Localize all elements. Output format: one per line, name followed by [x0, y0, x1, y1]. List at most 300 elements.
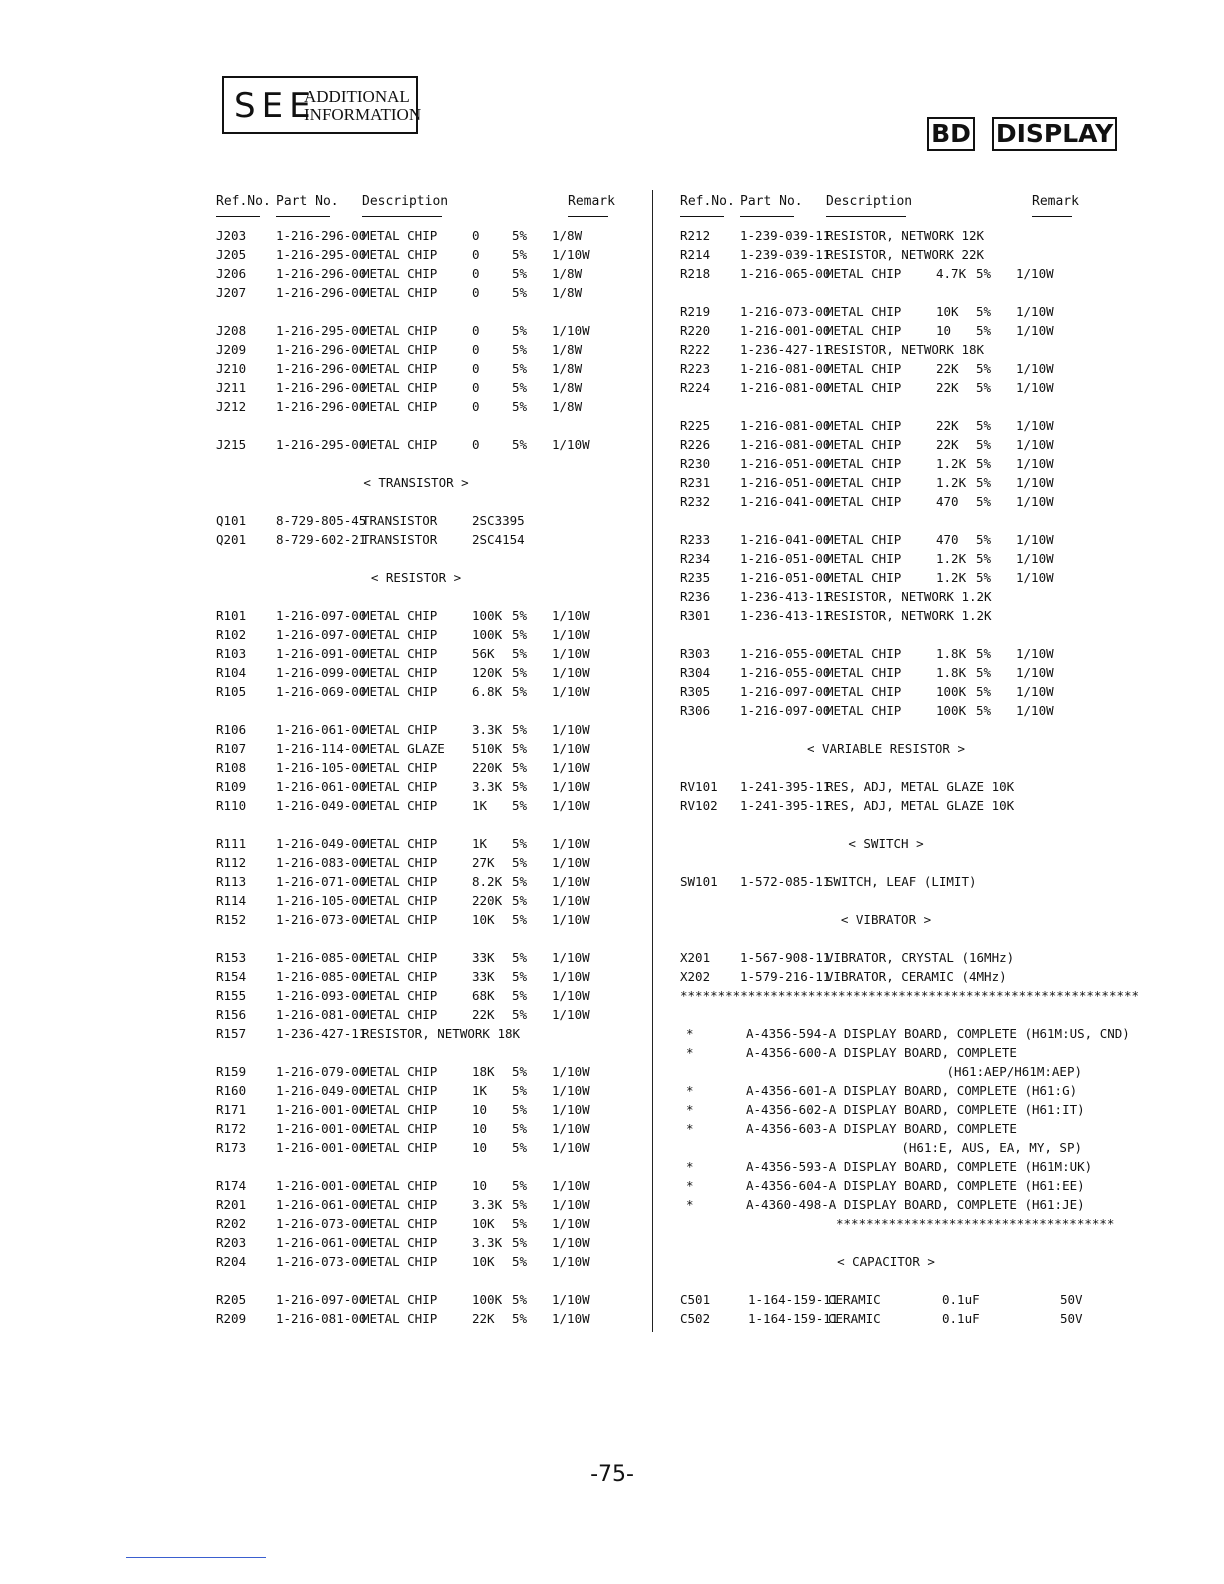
cell-value: 56K — [472, 646, 495, 661]
cell-ref-no: R234 — [680, 551, 711, 566]
cell-tolerance: 5% — [976, 570, 992, 585]
header-description: Description — [826, 194, 913, 209]
cell-ref-no: R224 — [680, 380, 711, 395]
cell-ref-no: R236 — [680, 589, 711, 604]
table-row — [216, 245, 616, 264]
cell-tolerance: 5% — [976, 665, 992, 680]
cell-ref-no: R157 — [216, 1026, 247, 1041]
table-row — [216, 1290, 616, 1309]
cell-part-no: 1-164-159-11 — [748, 1311, 839, 1326]
cell-part-no: 1-216-105-00 — [276, 760, 367, 775]
cell-description: METAL CHIP — [362, 1121, 438, 1136]
cell-ref-no: R220 — [680, 323, 711, 338]
cell-part-no: 1-216-079-00 — [276, 1064, 367, 1079]
cell-value: 3.3K — [472, 779, 503, 794]
cell-part-no: 1-216-051-00 — [740, 570, 831, 585]
board-variant-text: A-4356-604-A DISPLAY BOARD, COMPLETE (H61:EE) — [746, 1178, 1085, 1193]
cell-part-no: 1-216-097-00 — [276, 608, 367, 623]
page-number: -75- — [590, 1462, 634, 1487]
cell-description: METAL CHIP — [826, 494, 902, 509]
table-row — [680, 1309, 1092, 1328]
table-row — [680, 416, 1092, 435]
table-row — [216, 606, 616, 625]
cell-value: 10 — [472, 1121, 488, 1136]
cell-value: 100K — [936, 703, 967, 718]
cell-description: TRANSISTOR — [362, 513, 438, 528]
cell-ref-no: R156 — [216, 1007, 247, 1022]
cell-value: 1.8K — [936, 646, 967, 661]
cell-value: 2SC4154 — [472, 532, 525, 547]
table-row — [216, 397, 616, 416]
table-row — [216, 1176, 616, 1195]
table-row — [216, 720, 616, 739]
cell-part-no: 1-216-081-00 — [740, 437, 831, 452]
cell-value: 0 — [472, 266, 480, 281]
cell-value: 0.1uF — [942, 1292, 980, 1307]
cell-tolerance: 5% — [512, 1083, 528, 1098]
cell-part-no: 1-216-049-00 — [276, 798, 367, 813]
cell-value: 68K — [472, 988, 495, 1003]
cell-remark: 1/8W — [552, 285, 583, 300]
board-variant-continuation — [680, 1138, 1092, 1157]
cell-part-no: 1-216-001-00 — [276, 1102, 367, 1117]
table-row — [216, 758, 616, 777]
row-gap — [216, 1271, 616, 1290]
cell-value: 33K — [472, 950, 495, 965]
table-row — [216, 739, 616, 758]
cell-value: 18K — [472, 1064, 495, 1079]
cell-description: METAL CHIP — [362, 684, 438, 699]
board-variant-text: A-4356-593-A DISPLAY BOARD, COMPLETE (H61M:UK) — [746, 1159, 1093, 1174]
cell-value: 510K — [472, 741, 503, 756]
cell-part-no: 1-216-049-00 — [276, 836, 367, 851]
table-row — [216, 1005, 616, 1024]
cell-description: METAL CHIP — [362, 836, 438, 851]
cell-tolerance: 5% — [512, 1140, 528, 1155]
cell-part-no: 1-216-097-00 — [740, 684, 831, 699]
cell-ref-no: J210 — [216, 361, 247, 376]
cell-part-no: 1-216-001-00 — [276, 1178, 367, 1193]
cell-part-no: 1-241-395-11 — [740, 779, 831, 794]
board-variant-row — [680, 1176, 1092, 1195]
cell-ref-no: J209 — [216, 342, 247, 357]
cell-tolerance: 5% — [512, 684, 528, 699]
cell-ref-no: J215 — [216, 437, 247, 452]
cell-part-no: 1-216-081-00 — [276, 1007, 367, 1022]
table-row — [216, 644, 616, 663]
cell-remark: 1/10W — [552, 627, 590, 642]
board-variant-row — [680, 1081, 1092, 1100]
cell-ref-no: R107 — [216, 741, 247, 756]
cell-tolerance: 5% — [512, 1064, 528, 1079]
cell-remark: 1/10W — [552, 855, 590, 870]
cell-part-no: 1-216-051-00 — [740, 475, 831, 490]
table-row — [680, 378, 1092, 397]
cell-remark: 1/8W — [552, 361, 583, 376]
cell-remark: 1/10W — [1016, 266, 1054, 281]
cell-part-no: 1-216-296-00 — [276, 342, 367, 357]
cell-value: 22K — [936, 361, 959, 376]
table-row — [680, 606, 1092, 625]
cell-ref-no: R305 — [680, 684, 711, 699]
table-row — [216, 986, 616, 1005]
cell-description: METAL CHIP — [826, 361, 902, 376]
cell-part-no: 1-216-295-00 — [276, 437, 367, 452]
cell-tolerance: 5% — [976, 646, 992, 661]
cell-value: 470 — [936, 494, 959, 509]
cell-tolerance: 5% — [512, 1007, 528, 1022]
board-variant-row — [680, 1043, 1092, 1062]
table-row — [680, 796, 1092, 815]
board-variant-row — [680, 1157, 1092, 1176]
cell-ref-no: J212 — [216, 399, 247, 414]
cell-ref-no: J206 — [216, 266, 247, 281]
cell-remark: 1/10W — [552, 893, 590, 908]
cell-part-no: 1-236-427-11 — [740, 342, 831, 357]
cell-tolerance: 5% — [512, 608, 528, 623]
cell-ref-no: R205 — [216, 1292, 247, 1307]
cell-remark: 1/10W — [1016, 304, 1054, 319]
cell-remark: 1/10W — [552, 1178, 590, 1193]
cell-description: METAL CHIP — [826, 380, 902, 395]
cell-description: METAL CHIP — [362, 380, 438, 395]
cell-remark: 1/10W — [552, 1007, 590, 1022]
row-gap — [680, 625, 1092, 644]
cell-description: METAL CHIP — [362, 1064, 438, 1079]
column-header — [216, 192, 616, 226]
cell-tolerance: 5% — [976, 532, 992, 547]
cell-remark: 1/10W — [552, 1254, 590, 1269]
board-variant-row — [680, 1024, 1130, 1043]
cell-tolerance: 5% — [512, 665, 528, 680]
cell-tolerance: 5% — [512, 361, 528, 376]
cell-remark: 1/10W — [552, 969, 590, 984]
row-gap — [216, 492, 616, 511]
cell-part-no: 1-236-427-11 — [276, 1026, 367, 1041]
cell-tolerance: 5% — [976, 703, 992, 718]
cell-part-no: 1-216-091-00 — [276, 646, 367, 661]
cell-description: METAL CHIP — [362, 608, 438, 623]
table-row — [216, 1195, 616, 1214]
cell-value: 6.8K — [472, 684, 503, 699]
table-row — [216, 1309, 616, 1328]
cell-part-no: 1-216-061-00 — [276, 1197, 367, 1212]
cell-ref-no: X202 — [680, 969, 711, 984]
cell-description: METAL CHIP — [362, 760, 438, 775]
footer-rule — [126, 1557, 266, 1558]
row-gap — [680, 283, 1092, 302]
cell-remark: 1/10W — [552, 437, 590, 452]
table-row — [680, 568, 1092, 587]
row-gap — [216, 1043, 616, 1062]
cell-description: TRANSISTOR — [362, 532, 438, 547]
cell-tolerance: 5% — [512, 855, 528, 870]
asterisk-mark: * — [686, 1026, 694, 1041]
cell-value: 3.3K — [472, 1235, 503, 1250]
cell-remark: 1/10W — [552, 779, 590, 794]
cell-ref-no: R214 — [680, 247, 711, 262]
row-gap — [216, 587, 616, 606]
cell-ref-no: J207 — [216, 285, 247, 300]
cell-value: 1.2K — [936, 456, 967, 471]
cell-remark: 1/10W — [552, 608, 590, 623]
cell-part-no: 1-216-295-00 — [276, 323, 367, 338]
cell-part-no: 1-216-296-00 — [276, 266, 367, 281]
cell-remark: 1/10W — [552, 665, 590, 680]
cell-remark: 1/10W — [552, 646, 590, 661]
cell-part-no: 1-236-413-11 — [740, 608, 831, 623]
table-row — [216, 682, 616, 701]
cell-description: METAL CHIP — [826, 684, 902, 699]
cell-ref-no: R160 — [216, 1083, 247, 1098]
cell-description: CERAMIC — [828, 1311, 881, 1326]
asterisk-mark: * — [686, 1197, 694, 1212]
cell-ref-no: X201 — [680, 950, 711, 965]
asterisk-mark: * — [686, 1083, 694, 1098]
table-row — [216, 435, 616, 454]
cell-ref-no: Q201 — [216, 532, 247, 547]
cell-part-no: 1-216-296-00 — [276, 285, 367, 300]
cell-tolerance: 5% — [976, 323, 992, 338]
cell-tolerance: 5% — [512, 1311, 528, 1326]
cell-ref-no: R201 — [216, 1197, 247, 1212]
cell-remark: 50V — [1060, 1311, 1083, 1326]
board-variant-text: A-4360-498-A DISPLAY BOARD, COMPLETE (H61:JE) — [746, 1197, 1085, 1212]
row-gap — [216, 416, 616, 435]
cell-part-no: 1-216-093-00 — [276, 988, 367, 1003]
cell-remark: 1/10W — [1016, 494, 1054, 509]
cell-value: 22K — [472, 1311, 495, 1326]
cell-remark: 1/10W — [1016, 570, 1054, 585]
cell-part-no: 1-216-296-00 — [276, 399, 367, 414]
cell-description: METAL CHIP — [362, 342, 438, 357]
cell-description: METAL CHIP — [362, 1292, 438, 1307]
table-row — [680, 492, 1092, 511]
row-gap — [680, 720, 1092, 739]
cell-part-no: 1-216-049-00 — [276, 1083, 367, 1098]
cell-description: METAL CHIP — [362, 1140, 438, 1155]
cell-value: 10 — [472, 1140, 488, 1155]
cell-ref-no: R109 — [216, 779, 247, 794]
cell-remark: 1/10W — [552, 1235, 590, 1250]
table-row — [680, 587, 1092, 606]
cell-part-no: 1-239-039-11 — [740, 228, 831, 243]
cell-value: 1.2K — [936, 551, 967, 566]
cell-ref-no: R203 — [216, 1235, 247, 1250]
cell-ref-no: R113 — [216, 874, 247, 889]
cell-description: SWITCH, LEAF (LIMIT) — [826, 874, 977, 889]
section-heading: < CAPACITOR > — [837, 1254, 935, 1269]
cell-ref-no: R106 — [216, 722, 247, 737]
cell-value: 1K — [472, 798, 488, 813]
cell-part-no: 1-216-085-00 — [276, 969, 367, 984]
cell-part-no: 1-216-114-00 — [276, 741, 367, 756]
cell-tolerance: 5% — [512, 285, 528, 300]
cell-remark: 1/10W — [1016, 475, 1054, 490]
cell-value: 10K — [472, 1254, 495, 1269]
cell-ref-no: C502 — [680, 1311, 711, 1326]
cell-ref-no: R110 — [216, 798, 247, 813]
cell-description: METAL CHIP — [362, 1007, 438, 1022]
cell-description: METAL CHIP — [826, 475, 902, 490]
cell-description: METAL CHIP — [826, 551, 902, 566]
table-row — [216, 1252, 616, 1271]
cell-ref-no: R223 — [680, 361, 711, 376]
cell-value: 0 — [472, 399, 480, 414]
cell-tolerance: 5% — [976, 494, 992, 509]
cell-tolerance: 5% — [512, 323, 528, 338]
cell-description: METAL CHIP — [362, 988, 438, 1003]
cell-tolerance: 5% — [512, 874, 528, 889]
table-row — [216, 378, 616, 397]
cell-part-no: 1-216-055-00 — [740, 646, 831, 661]
cell-description: METAL CHIP — [362, 228, 438, 243]
table-row — [680, 872, 1092, 891]
cell-tolerance: 5% — [976, 456, 992, 471]
cell-remark: 1/10W — [552, 247, 590, 262]
header-ref-no: Ref.No. — [216, 194, 271, 209]
cell-tolerance: 5% — [512, 266, 528, 281]
cell-description: RESISTOR, NETWORK 18K — [362, 1026, 521, 1041]
cell-tolerance: 5% — [976, 418, 992, 433]
cell-tolerance: 5% — [512, 1254, 528, 1269]
cell-value: 0 — [472, 437, 480, 452]
cell-ref-no: R108 — [216, 760, 247, 775]
cell-tolerance: 5% — [512, 969, 528, 984]
cell-ref-no: R225 — [680, 418, 711, 433]
cell-value: 0 — [472, 361, 480, 376]
cell-tolerance: 5% — [976, 380, 992, 395]
board-variant-text: A-4356-594-A DISPLAY BOARD, COMPLETE (H61M:US, CND) — [746, 1026, 1130, 1041]
row-gap — [216, 929, 616, 948]
cell-ref-no: R204 — [216, 1254, 247, 1269]
cell-description: METAL CHIP — [362, 722, 438, 737]
cell-part-no: 1-216-073-00 — [276, 912, 367, 927]
cell-tolerance: 5% — [512, 627, 528, 642]
table-row — [216, 1119, 616, 1138]
cell-ref-no: R171 — [216, 1102, 247, 1117]
cell-tolerance: 5% — [512, 399, 528, 414]
cell-ref-no: R114 — [216, 893, 247, 908]
cell-tolerance: 5% — [512, 1292, 528, 1307]
section-heading: < SWITCH > — [848, 836, 924, 851]
cell-description: RESISTOR, NETWORK 1.2K — [826, 608, 992, 623]
cell-value: 220K — [472, 760, 503, 775]
asterisk-mark: * — [686, 1102, 694, 1117]
table-row — [216, 834, 616, 853]
cell-part-no: 1-216-097-00 — [740, 703, 831, 718]
table-row — [216, 511, 616, 530]
section-heading: < VIBRATOR > — [840, 912, 932, 927]
cell-description: METAL CHIP — [362, 855, 438, 870]
cell-tolerance: 5% — [512, 836, 528, 851]
cell-part-no: 8-729-805-45 — [276, 513, 367, 528]
board-tag-bd: BD — [927, 117, 975, 151]
cell-tolerance: 5% — [512, 228, 528, 243]
table-row — [216, 1062, 616, 1081]
table-row — [216, 264, 616, 283]
cell-ref-no: R155 — [216, 988, 247, 1003]
cell-description: METAL CHIP — [826, 437, 902, 452]
cell-tolerance: 5% — [976, 266, 992, 281]
cell-part-no: 1-216-097-00 — [276, 627, 367, 642]
cell-part-no: 1-216-051-00 — [740, 551, 831, 566]
parts-rows-left — [216, 226, 616, 1328]
cell-value: 1K — [472, 836, 488, 851]
table-row — [216, 625, 616, 644]
cell-remark: 1/10W — [552, 722, 590, 737]
cell-ref-no: R104 — [216, 665, 247, 680]
cell-value: 2SC3395 — [472, 513, 525, 528]
cell-description: RESISTOR, NETWORK 12K — [826, 228, 985, 243]
cell-remark: 1/10W — [552, 950, 590, 965]
cell-ref-no: R173 — [216, 1140, 247, 1155]
cell-value: 1.2K — [936, 475, 967, 490]
cell-description: METAL CHIP — [362, 1197, 438, 1212]
cell-description: METAL CHIP — [362, 361, 438, 376]
cell-part-no: 1-164-159-11 — [748, 1292, 839, 1307]
cell-part-no: 1-216-061-00 — [276, 779, 367, 794]
table-row — [680, 777, 1092, 796]
table-row — [216, 967, 616, 986]
cell-value: 0 — [472, 285, 480, 300]
cell-remark: 1/10W — [1016, 703, 1054, 718]
cell-ref-no: R231 — [680, 475, 711, 490]
cell-description: METAL CHIP — [362, 1254, 438, 1269]
board-variant-continuation — [680, 1062, 1092, 1081]
cell-part-no: 8-729-602-21 — [276, 532, 367, 547]
cell-description: METAL CHIP — [362, 912, 438, 927]
board-variant-row — [680, 1119, 1092, 1138]
column-header — [680, 192, 1092, 226]
cell-value: 0 — [472, 342, 480, 357]
cell-part-no: 1-216-099-00 — [276, 665, 367, 680]
cell-ref-no: R306 — [680, 703, 711, 718]
cell-ref-no: R202 — [216, 1216, 247, 1231]
table-row — [680, 302, 1092, 321]
cell-remark: 1/10W — [552, 1102, 590, 1117]
cell-part-no: 1-216-073-00 — [276, 1254, 367, 1269]
table-row — [680, 435, 1092, 454]
row-gap — [216, 549, 616, 568]
table-row — [680, 226, 1092, 245]
cell-remark: 1/8W — [552, 266, 583, 281]
cell-value: 22K — [936, 437, 959, 452]
table-row — [216, 910, 616, 929]
cell-remark: 1/10W — [552, 1121, 590, 1136]
cell-remark: 1/10W — [1016, 646, 1054, 661]
cell-value: 27K — [472, 855, 495, 870]
cell-description: METAL CHIP — [826, 323, 902, 338]
cell-ref-no: R226 — [680, 437, 711, 452]
header-part-no: Part No. — [740, 194, 803, 209]
asterisk-mark: * — [686, 1178, 694, 1193]
asterisk-separator — [680, 1214, 1115, 1233]
table-row — [216, 1024, 616, 1043]
cell-value: 3.3K — [472, 1197, 503, 1212]
board-variant-destination: (H61:AEP/H61M:AEP) — [946, 1064, 1082, 1079]
cell-tolerance: 5% — [512, 1197, 528, 1212]
cell-ref-no: J208 — [216, 323, 247, 338]
cell-remark: 50V — [1060, 1292, 1083, 1307]
cell-description: METAL CHIP — [362, 874, 438, 889]
see-label: SEE — [234, 86, 317, 126]
cell-ref-no: R219 — [680, 304, 711, 319]
cell-description: METAL CHIP — [362, 1216, 438, 1231]
cell-remark: 1/10W — [552, 1140, 590, 1155]
table-row — [216, 283, 616, 302]
cell-remark: 1/10W — [552, 1083, 590, 1098]
